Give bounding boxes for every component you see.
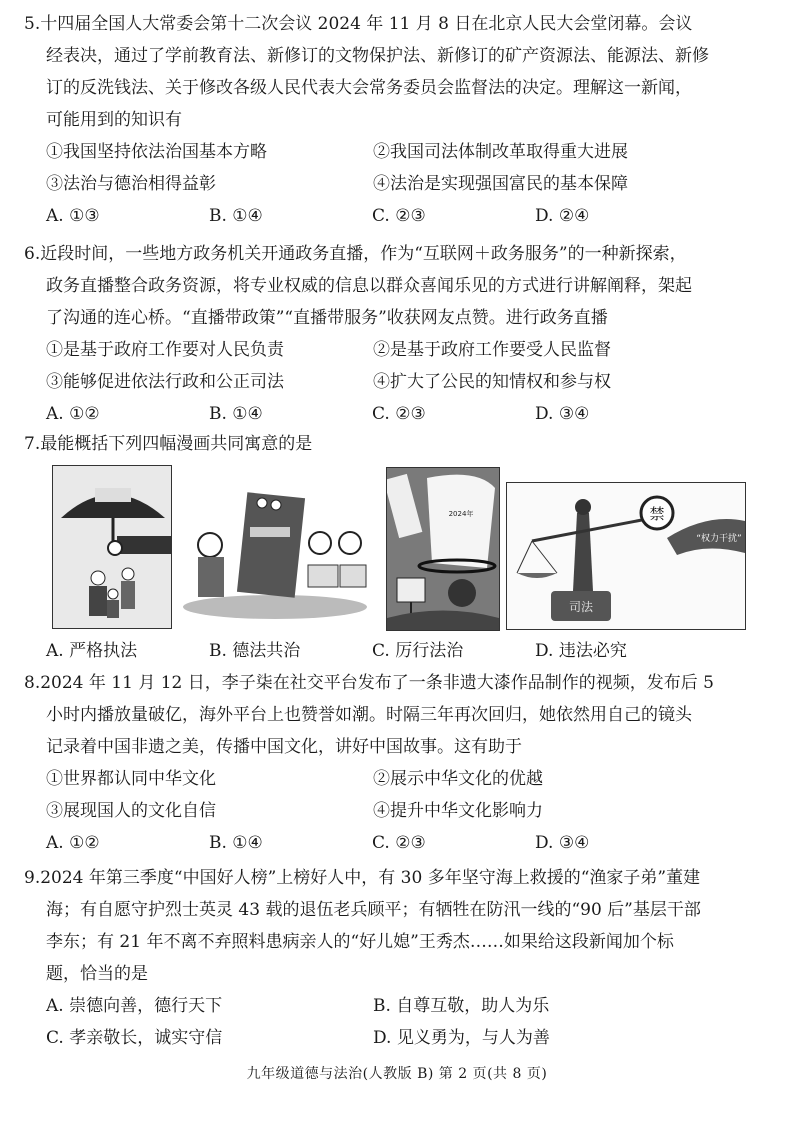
question-stem-line: 经表决，通过了学前教育法、新修订的文物保护法、新修订的矿产资源法、能源法、新修: [46, 46, 709, 66]
option-a[interactable]: A. 崇德向善，德行天下: [46, 996, 223, 1016]
stem-text: 最能概括下列四幅漫画共同寓意的是: [40, 434, 313, 454]
umbrella-family-illustration: [53, 466, 171, 628]
statement: ①我国坚持依法治国基本方略: [46, 142, 267, 162]
options-row: [24, 1022, 772, 1054]
option-d[interactable]: D. 见义勇为，与人为善: [373, 1028, 550, 1048]
statement-row: [24, 136, 772, 168]
statement: ①世界都认同中华文化: [46, 769, 216, 789]
justice-scale-illustration: [507, 483, 745, 629]
option-d[interactable]: D. ③④: [535, 404, 590, 424]
statement: ②是基于政府工作要受人民监督: [373, 340, 611, 360]
question-stem-line: 订的反洗钱法、关于修改各级人民代表大会常务委员会监督法的决定。理解这一新闻，: [46, 78, 692, 98]
option-c[interactable]: C. ②③: [372, 206, 426, 226]
option-d[interactable]: D. ②④: [535, 206, 590, 226]
option-b[interactable]: B. ①④: [209, 404, 263, 424]
comic-fishing-enforcement: [386, 467, 500, 631]
options-row: [24, 827, 772, 859]
statement-row: [24, 795, 772, 827]
stem-text: 十四届全国人大常委会第十二次会议 2024 年 11 月 8 日在北京人民大会堂闭幕。会议: [40, 14, 693, 34]
stem-text: 近段时间，一些地方政务机关开通政务直播，作为“互联网＋政务服务”的一种新探索，: [40, 244, 687, 264]
option-b[interactable]: B. 德法共治: [209, 641, 301, 661]
statement: ①是基于政府工作要对人民负责: [46, 340, 284, 360]
option-a[interactable]: A. ①②: [46, 833, 100, 853]
question-stem-line: [24, 428, 772, 460]
option-d[interactable]: D. ③④: [535, 833, 590, 853]
option-c[interactable]: C. 孝亲敬长，诚实守信: [46, 1028, 223, 1048]
option-b[interactable]: B. 自尊互敬，助人为乐: [373, 996, 550, 1016]
question-5: [24, 8, 772, 232]
option-a[interactable]: A. ①②: [46, 404, 100, 424]
comic-umbrella: [52, 465, 172, 629]
question-number: 8.: [24, 673, 41, 693]
statement-row: [24, 334, 772, 366]
svg-text:司法: 司法: [568, 600, 594, 614]
question-stem-line: 小时内播放量破亿，海外平台上也赞誉如潮。时隔三年再次回归，她依然用自己的镜头: [46, 705, 692, 725]
question-6: [24, 238, 772, 430]
statement: ②我国司法体制改革取得重大进展: [373, 142, 628, 162]
option-b[interactable]: B. ①④: [209, 833, 263, 853]
question-stem-line: 政务直播整合政务资源，将专业权威的信息以群众喜闻乐见的方式进行讲解阐释，架起: [46, 276, 692, 296]
page-footer: 九年级道德与法治(人教版 B) 第 2 页(共 8 页): [246, 1066, 548, 1082]
option-d[interactable]: D. 违法必究: [535, 641, 627, 661]
option-a[interactable]: A. 严格执法: [46, 641, 138, 661]
question-stem-line: [24, 238, 772, 270]
question-7: [24, 428, 772, 460]
statement: ④提升中华文化影响力: [373, 801, 543, 821]
option-b[interactable]: B. ①④: [209, 206, 263, 226]
stem-text: 2024 年 11 月 12 日，李子柒在社交平台发布了一条非遗大漆作品制作的视频，发布后 5: [40, 673, 714, 693]
option-c[interactable]: C. ②③: [372, 404, 426, 424]
law-book-teaching-illustration: [180, 485, 370, 625]
svg-text:禁: 禁: [649, 505, 665, 523]
question-stem-line: 记录着中国非遗之美，传播中国文化，讲好中国故事。这有助于: [46, 737, 522, 757]
comic-strip: [52, 465, 772, 630]
option-c[interactable]: C. ②③: [372, 833, 426, 853]
comic-law-book: [180, 485, 370, 625]
comic-justice-scale: [506, 482, 746, 630]
fishing-net-illustration: [387, 468, 499, 630]
svg-text:2024年: 2024年: [448, 510, 474, 518]
svg-text:“权力干扰”: “权力干扰”: [696, 534, 742, 544]
question-stem-line: 李东；有 21 年不离不弃照料患病亲人的“好儿媳”王秀杰……如果给这段新闻加个标: [46, 932, 674, 952]
statement-row: [24, 168, 772, 200]
question-8: [24, 667, 772, 859]
statement-row: [24, 763, 772, 795]
stem-text: 2024 年第三季度“中国好人榜”上榜好人中，有 30 多年坚守海上救援的“渔家子弟”董建: [40, 868, 701, 888]
option-c[interactable]: C. 厉行法治: [372, 641, 464, 661]
statement: ③能够促进依法行政和公正司法: [46, 372, 284, 392]
question-stem-line: 可能用到的知识有: [46, 110, 182, 130]
options-row: [24, 635, 772, 667]
question-stem-line: 了沟通的连心桥。“直播带政策”“直播带服务”收获网友点赞。进行政务直播: [46, 308, 608, 328]
options-row: [24, 398, 772, 430]
question-stem-line: 题，恰当的是: [46, 964, 148, 984]
question-9: [24, 862, 772, 1054]
question-number: 5.: [24, 14, 41, 34]
question-stem-line: [24, 667, 772, 699]
option-a[interactable]: A. ①③: [46, 206, 100, 226]
statement: ③法治与德治相得益彰: [46, 174, 216, 194]
statement-row: [24, 366, 772, 398]
question-number: 9.: [24, 868, 41, 888]
statement: ④扩大了公民的知情权和参与权: [373, 372, 611, 392]
question-stem-line: [24, 862, 772, 894]
statement: ④法治是实现强国富民的基本保障: [373, 174, 628, 194]
question-stem-line: [24, 8, 772, 40]
question-number: 7.: [24, 434, 41, 454]
question-number: 6.: [24, 244, 41, 264]
options-row: [24, 990, 772, 1022]
question-stem-line: 海；有自愿守护烈士英灵 43 载的退伍老兵顾平；有牺牲在防汛一线的“90 后”基层干部: [46, 900, 701, 920]
statement: ②展示中华文化的优越: [373, 769, 543, 789]
options-row: [24, 200, 772, 232]
statement: ③展现国人的文化自信: [46, 801, 216, 821]
question-7-options: [24, 635, 772, 667]
